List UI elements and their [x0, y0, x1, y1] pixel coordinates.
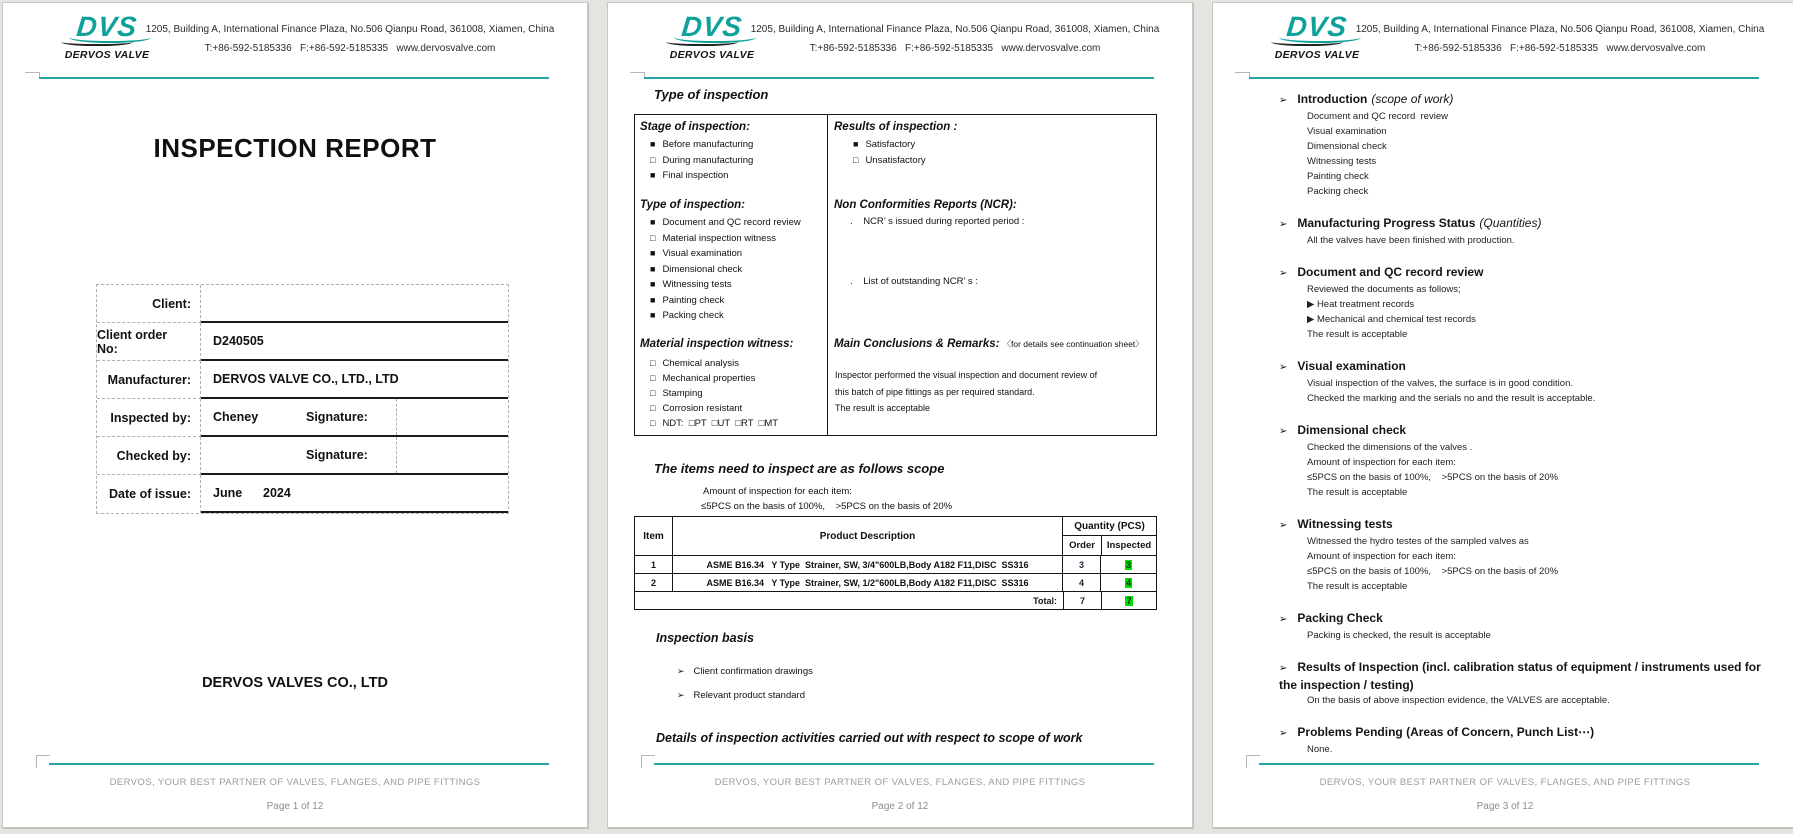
checkbox-label: Packing check: [662, 310, 724, 321]
scope-heading: The items need to inspect are as follows scope: [654, 461, 945, 476]
checkbox-icon: ■: [650, 139, 656, 149]
table-row: [97, 475, 508, 513]
ncr-title: Non Conformities Reports (NCR):: [834, 199, 1017, 211]
checkbox-item: [635, 168, 827, 184]
checkbox-item: [635, 137, 827, 153]
report-info-table: [96, 284, 509, 514]
page-number: Page 2 of 12: [871, 801, 929, 812]
item-description: ASME B16.34 Y Type Strainer, SW, 1/2"600LB,Body A182 F11,DISC SS316: [672, 574, 1062, 591]
page-number: Page 1 of 12: [266, 801, 324, 812]
field-value-client[interactable]: [201, 285, 508, 323]
checkbox-icon: □: [650, 373, 656, 383]
page3-content: [1279, 85, 1769, 757]
ncr-item: . List of outstanding NCR’ s :: [850, 276, 978, 287]
checkbox-icon: □: [650, 232, 656, 243]
item-order-qty: 4: [1062, 574, 1100, 591]
section-line: The result is acceptable: [1307, 487, 1408, 498]
logo-company-name: DERVOS VALVE: [64, 49, 150, 61]
section-line: The result is acceptable: [1307, 581, 1408, 592]
section-line: Reviewed the documents as follows;: [1307, 284, 1461, 295]
arrow-bullet-icon: ➢: [1279, 614, 1288, 625]
footer-rule: [1259, 763, 1759, 765]
document-page-3[interactable]: [1212, 2, 1793, 828]
arrow-bullet-icon: ➢: [1279, 663, 1288, 674]
section-line: Witnessed the hydro testes of the sampled valves as: [1307, 536, 1529, 547]
checkbox-item: [635, 231, 827, 247]
margin-mark-icon: [1235, 72, 1250, 78]
inspection-form-table: [634, 114, 1157, 436]
logo-dvs-text: DVS: [680, 11, 744, 42]
field-label-manufacturer: Manufacturer:: [97, 361, 201, 399]
checkbox-icon: ■: [650, 170, 656, 180]
conclusions-title-text: Main Conclusions & Remarks:: [834, 338, 1000, 350]
document-page-2[interactable]: [607, 2, 1193, 828]
header-contacts: T:+86-592-5185336 F:+86-592-5185335 www.dervosvalve.com: [809, 43, 1101, 54]
conclusions-note: 〈for details see continuation sheet〉: [1002, 339, 1144, 349]
checkbox-item: [635, 246, 827, 262]
items-header-quantity: Quantity (PCS): [1063, 517, 1156, 536]
inspected-highlight: 7: [1126, 595, 1132, 606]
footer-tagline: DERVOS, YOUR BEST PARTNER OF VALVES, FLANGES, AND PIPE FITTINGS: [109, 777, 481, 788]
checkbox-item: [635, 293, 827, 309]
items-header-quantity-block: [1062, 517, 1156, 555]
conclusions-line: this batch of pipe fittings as per required standard.: [835, 386, 1035, 397]
arrow-bullet-icon: ➢: [1279, 426, 1288, 437]
section-introduction: [1279, 91, 1769, 199]
margin-mark-icon: [630, 72, 645, 78]
document-page-1[interactable]: [2, 2, 588, 828]
section-witnessing-tests: [1279, 516, 1769, 594]
arrow-bullet-icon: ➢: [1279, 520, 1288, 531]
section-line: The result is acceptable: [1307, 329, 1408, 340]
checkbox-label: Satisfactory: [865, 139, 916, 150]
margin-mark-icon: [36, 755, 50, 768]
table-row: [97, 361, 508, 399]
type-of-inspection-block: [635, 197, 827, 324]
checkbox-item: [635, 371, 827, 386]
signature-divider: [396, 437, 397, 473]
section-line: On the basis of above inspection evidence, the VALVES are acceptable.: [1307, 695, 1610, 706]
conclusions-line: Inspector performed the visual inspection and document review of: [835, 370, 1098, 380]
arrow-bullet-icon: ➢: [1279, 219, 1288, 230]
table-row: [97, 285, 508, 323]
company-line: DERVOS VALVES CO., LTD: [202, 675, 388, 691]
checkbox-item: [635, 277, 827, 293]
section-title: Witnessing tests: [1297, 517, 1393, 531]
section-packing-check: [1279, 610, 1769, 643]
checkbox-item: [635, 262, 827, 278]
header-address-block: [143, 24, 557, 55]
signature-label: Signature:: [306, 448, 368, 462]
checkbox-item: [635, 153, 827, 169]
section-line: Witnessing tests: [1307, 156, 1377, 167]
items-header-inspected: Inspected: [1101, 536, 1156, 555]
section-line: None.: [1307, 744, 1333, 755]
section-line: Checked the marking and the serials no and the result is acceptable.: [1307, 393, 1596, 404]
total-inspected-qty: [1101, 592, 1156, 609]
checkbox-icon: □: [650, 358, 656, 368]
arrow-bullet-icon: ➢: [1279, 95, 1288, 106]
section-visual-examination: [1279, 358, 1769, 406]
checkbox-icon: ■: [650, 294, 656, 305]
inspected-highlight: 3: [1125, 559, 1131, 570]
conclusions-block: [828, 336, 1156, 417]
section-line: Amount of inspection for each item:: [1307, 457, 1456, 468]
arrow-bullet-icon: ➢: [677, 666, 685, 676]
items-table-header: [635, 517, 1156, 555]
conclusions-title: [828, 336, 1156, 352]
item-number: 1: [650, 559, 656, 570]
section-line: ≤5PCS on the basis of 100%, >5PCS on the basis of 20%: [1307, 566, 1559, 577]
header-address: 1205, Building A, International Finance Plaza, No.506 Qianpu Road, 361008, Xiamen, China: [145, 24, 555, 35]
page-title: INSPECTION REPORT: [153, 133, 437, 163]
margin-mark-icon: [1246, 755, 1260, 768]
items-table-total-row: [635, 591, 1156, 609]
logo-company-name: DERVOS VALVE: [669, 49, 755, 61]
checkbox-label: Document and QC record review: [662, 217, 801, 228]
section-title-suffix: (scope of work): [1371, 92, 1454, 106]
inspected-highlight: 4: [1125, 577, 1131, 588]
item-inspected-qty: [1100, 556, 1156, 573]
checkbox-label: Corrosion resistant: [662, 403, 743, 414]
checkbox-item: [828, 137, 1156, 153]
checkbox-label: NDT: □PT □UT □RT □MT: [662, 418, 779, 429]
checkbox-label: Stamping: [662, 388, 703, 399]
section-line: Painting check: [1307, 171, 1369, 182]
section-title: Problems Pending (Areas of Concern, Punch List⋯): [1297, 725, 1595, 739]
section-line: Visual examination: [1307, 126, 1387, 137]
checkbox-icon: □: [650, 403, 656, 413]
section-problems-pending: [1279, 724, 1769, 757]
material-inspection-block: [635, 336, 827, 431]
inspected-by-value: Cheney: [213, 410, 259, 424]
arrow-bullet-icon: ➢: [1279, 362, 1288, 373]
field-label-client-order-no: Client order No:: [97, 323, 201, 361]
section-title: Document and QC record review: [1297, 265, 1484, 279]
section-results-of-inspection: [1279, 659, 1769, 708]
form-right-column: [828, 115, 1156, 435]
arrow-bullet-icon: ➢: [1279, 268, 1288, 279]
details-heading: Details of inspection activities carried out with respect to scope of work: [656, 731, 1083, 745]
checkbox-icon: ■: [650, 263, 656, 274]
field-label-client: Client:: [97, 285, 201, 323]
checkbox-icon: ■: [650, 310, 656, 320]
conclusions-line: The result is acceptable: [835, 403, 931, 413]
section-title: Visual examination: [1297, 359, 1406, 373]
items-table-row: [635, 555, 1156, 573]
ncr-item: . NCR’ s issued during reported period :: [850, 216, 1025, 227]
checkbox-label: Final inspection: [662, 170, 729, 181]
company-logo: [664, 13, 760, 61]
checkbox-icon: □: [650, 154, 656, 165]
section-line: ≤5PCS on the basis of 100%, >5PCS on the basis of 20%: [1307, 472, 1559, 483]
header-contacts: T:+86-592-5185336 F:+86-592-5185335 www.dervosvalve.com: [1414, 43, 1706, 54]
checkbox-item: [828, 153, 1156, 169]
field-value-manufacturer[interactable]: DERVOS VALVE CO., LTD., LTD: [201, 361, 508, 399]
section-line: ▶ Mechanical and chemical test records: [1307, 314, 1476, 325]
checkbox-icon: ■: [650, 279, 656, 289]
page-number: Page 3 of 12: [1476, 801, 1534, 812]
field-label-inspected-by: Inspected by:: [97, 399, 201, 437]
section-line: Dimensional check: [1307, 141, 1387, 152]
items-table-row: [635, 573, 1156, 591]
items-header-order: Order: [1069, 540, 1095, 551]
checkbox-label: Dimensional check: [662, 263, 743, 275]
amount-line-2: ≤5PCS on the basis of 100%, >5PCS on the basis of 20%: [701, 501, 953, 512]
section-title-type-of-inspection: Type of inspection: [654, 87, 769, 102]
section-line: ▶ Heat treatment records: [1307, 299, 1415, 310]
item-order-qty: 3: [1062, 556, 1100, 573]
section-title: Dimensional check: [1297, 423, 1407, 437]
inspection-basis-heading: Inspection basis: [656, 631, 754, 645]
checkbox-label: Material inspection witness: [662, 232, 776, 244]
checkbox-label: Unsatisfactory: [865, 154, 926, 166]
checkbox-label: Before manufacturing: [662, 139, 754, 150]
total-label: Total:: [1033, 595, 1057, 606]
item-number: 2: [650, 577, 656, 588]
logo-dvs-text: DVS: [1285, 11, 1349, 42]
items-header-item: Item: [643, 530, 664, 542]
header-address: 1205, Building A, International Finance Plaza, No.506 Qianpu Road, 361008, Xiamen, China: [750, 24, 1160, 35]
table-row: [97, 399, 508, 437]
header-rule: [1249, 77, 1759, 79]
checkbox-icon: □: [853, 154, 859, 165]
signature-divider: [396, 399, 397, 435]
section-line: All the valves have been finished with production.: [1307, 235, 1515, 246]
table-row: [97, 437, 508, 475]
field-value-date-of-issue[interactable]: June 2024: [201, 475, 508, 513]
basis-item-label: Relevant product standard: [693, 690, 805, 701]
margin-mark-icon: [641, 755, 655, 768]
basis-item-label: Client confirmation drawings: [693, 666, 813, 677]
section-document-qc-review: [1279, 264, 1769, 342]
items-header-description: Product Description: [672, 517, 1062, 555]
section-line: Visual inspection of the valves, the surface is in good condition.: [1307, 378, 1573, 389]
item-inspected-qty: [1100, 574, 1156, 591]
field-value-client-order-no[interactable]: D240505: [201, 323, 508, 361]
checkbox-item: [635, 356, 827, 371]
checkbox-icon: ■: [650, 217, 656, 227]
company-logo: [1269, 13, 1365, 61]
checkbox-label: Witnessing tests: [662, 279, 732, 290]
checkbox-icon: ■: [650, 248, 656, 258]
items-table: [634, 516, 1157, 610]
section-title-suffix: (Quantities): [1479, 216, 1542, 230]
checkbox-item: [635, 308, 827, 324]
checkbox-label: During manufacturing: [662, 154, 754, 166]
checkbox-label: Mechanical properties: [662, 373, 756, 384]
section-line: Document and QC record review: [1307, 111, 1448, 122]
arrow-bullet-icon: ➢: [1279, 728, 1288, 739]
field-label-checked-by: Checked by:: [97, 437, 201, 475]
results-of-inspection-block: [828, 119, 1156, 168]
arrow-bullet-icon: ➢: [677, 690, 685, 700]
field-value-checked-by[interactable]: [201, 437, 508, 475]
material-title: Material inspection witness:: [640, 338, 794, 350]
section-line: Packing is checked, the result is acceptable: [1307, 630, 1491, 641]
header-address-block: [1353, 24, 1767, 55]
section-title: Results of Inspection (incl. calibration status of equipment / instruments used for the inspection / testing): [1279, 660, 1761, 692]
section-title: Packing Check: [1297, 611, 1383, 625]
section-title: Manufacturing Progress Status: [1297, 216, 1476, 230]
footer-tagline: DERVOS, YOUR BEST PARTNER OF VALVES, FLANGES, AND PIPE FITTINGS: [714, 777, 1086, 788]
logo-swoosh-dark-icon: [1271, 42, 1343, 46]
checkbox-icon: ■: [853, 139, 859, 149]
section-title: Introduction: [1297, 92, 1368, 106]
checkbox-item: [635, 401, 827, 416]
basis-bullet-item: [677, 666, 813, 677]
margin-mark-icon: [25, 72, 40, 78]
logo-swoosh-dark-icon: [61, 42, 133, 46]
checkbox-icon: □: [650, 418, 656, 428]
checkbox-item: [635, 416, 827, 431]
header-rule: [644, 77, 1154, 79]
header-address-block: [748, 24, 1162, 55]
header-rule: [39, 77, 549, 79]
checkbox-item: [635, 386, 827, 401]
field-label-date-of-issue: Date of issue:: [97, 475, 201, 513]
section-dimensional-check: [1279, 422, 1769, 500]
footer-tagline: DERVOS, YOUR BEST PARTNER OF VALVES, FLANGES, AND PIPE FITTINGS: [1319, 777, 1691, 788]
footer-rule: [49, 763, 549, 765]
checkbox-item: [635, 215, 827, 231]
logo-company-name: DERVOS VALVE: [1274, 49, 1360, 61]
table-row: [97, 323, 508, 361]
ncr-block: [828, 197, 1156, 287]
logo-swoosh-dark-icon: [666, 42, 738, 46]
form-left-column: [635, 115, 828, 435]
header-contacts: T:+86-592-5185336 F:+86-592-5185335 www.dervosvalve.com: [204, 43, 496, 54]
checkbox-icon: □: [650, 388, 656, 398]
section-line: Amount of inspection for each item:: [1307, 551, 1456, 562]
checkbox-label: Chemical analysis: [662, 358, 739, 369]
header-address: 1205, Building A, International Finance Plaza, No.506 Qianpu Road, 361008, Xiamen, China: [1355, 24, 1765, 35]
checkbox-label: Visual examination: [662, 248, 743, 259]
results-title: Results of inspection :: [834, 121, 958, 133]
footer-rule: [654, 763, 1154, 765]
company-logo: [59, 13, 155, 61]
item-description: ASME B16.34 Y Type Strainer, SW, 3/4"600LB,Body A182 F11,DISC SS316: [672, 556, 1062, 573]
stage-of-inspection-block: [635, 119, 827, 184]
amount-line-1: Amount of inspection for each item:: [703, 486, 852, 497]
section-line: Packing check: [1307, 186, 1369, 197]
section-line: Checked the dimensions of the valves .: [1307, 442, 1473, 453]
section-manufacturing-progress: [1279, 215, 1769, 248]
signature-label: Signature:: [306, 410, 368, 424]
logo-dvs-text: DVS: [75, 11, 139, 42]
basis-bullet-item: [677, 690, 805, 701]
checkbox-label: Painting check: [662, 294, 725, 306]
total-order-qty: 7: [1063, 592, 1101, 609]
field-value-inspected-by[interactable]: [201, 399, 508, 437]
stage-title: Stage of inspection:: [640, 121, 750, 133]
type-title: Type of inspection:: [640, 199, 745, 211]
